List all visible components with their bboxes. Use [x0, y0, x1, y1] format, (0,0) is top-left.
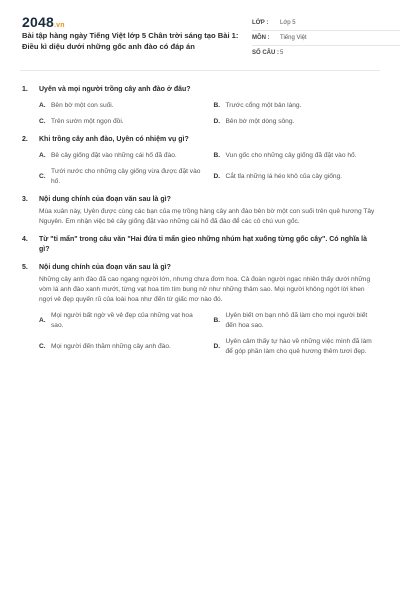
- option-a[interactable]: [39, 311, 204, 331]
- option-letter: C.: [39, 343, 46, 350]
- option-text: Mọi người bất ngờ về vẻ đẹp của những vạt hoa sao.: [51, 312, 193, 329]
- question-stem: [22, 135, 378, 145]
- question-4: [22, 235, 378, 255]
- option-d[interactable]: [214, 117, 379, 127]
- question-text: Từ "tỉ mẩn" trong câu văn "Hai đứa tỉ mẩn gieo những nhúm hạt xuống từng gốc cây". Có nghĩa là gì?: [39, 236, 367, 253]
- option-text: Bên bờ một dòng sông.: [225, 118, 295, 125]
- worksheet-title: Bài tập hàng ngày Tiếng Việt lớp 5 Chân trời sáng tạo Bài 1: Điều kì diệu dưới những gốc anh đào có đáp án: [22, 31, 239, 51]
- question-stem: [22, 263, 378, 273]
- option-text: Vun gốc cho những cây giống đã đặt vào hố.: [225, 152, 357, 159]
- option-text: Trên sườn một ngọn đồi.: [51, 118, 124, 125]
- option-letter: C.: [39, 118, 46, 125]
- option-text: Uyên cảm thấy tự hào về những việc mình đã làm để góp phần làm cho quê hương thêm tươi đẹp.: [225, 338, 372, 355]
- option-c[interactable]: [39, 337, 204, 357]
- meta-value: Tiếng Việt: [280, 35, 307, 41]
- site-logo[interactable]: [22, 14, 65, 30]
- meta-info: [252, 16, 400, 60]
- option-text: Mọi người đến thăm những cây anh đào.: [51, 343, 171, 350]
- meta-key: LỚP :: [252, 20, 269, 26]
- question-list: [18, 71, 382, 357]
- question-number: 5.: [22, 264, 28, 271]
- option-b[interactable]: [214, 311, 379, 331]
- question-number: 2.: [22, 136, 28, 143]
- option-letter: D.: [213, 118, 221, 125]
- option-text: Bê cây giống đặt vào những cái hố đã đào.: [51, 152, 177, 159]
- question-number: 3.: [22, 196, 28, 203]
- logo-suffix: .vn: [53, 22, 65, 29]
- question-text: Khi trồng cây anh đào, Uyên có nhiệm vụ gì?: [39, 136, 189, 143]
- option-letter: C.: [39, 173, 46, 180]
- option-letter: B.: [213, 152, 221, 159]
- question-number: 4.: [22, 236, 28, 243]
- meta-key: MÔN :: [252, 35, 270, 41]
- option-letter: B.: [213, 317, 221, 324]
- question-stem: [22, 85, 378, 95]
- logo-main: 2048: [22, 14, 54, 30]
- option-d[interactable]: [214, 167, 379, 187]
- question-text: Uyên và mọi người trồng cây anh đào ở đâu?: [39, 86, 191, 93]
- option-text: Trước cổng một bản làng.: [225, 102, 302, 109]
- option-list: [39, 151, 378, 187]
- meta-value: 5: [280, 50, 284, 56]
- question-text: Nội dung chính của đoạn văn sau là gì?: [39, 264, 171, 271]
- option-b[interactable]: [214, 151, 379, 161]
- option-c[interactable]: [39, 167, 204, 187]
- question-3: [22, 195, 378, 227]
- option-text: Bên bờ một con suối.: [51, 102, 114, 109]
- option-a[interactable]: [39, 101, 204, 111]
- option-letter: A.: [39, 102, 46, 109]
- question-1: [22, 85, 378, 127]
- meta-value: Lớp 5: [280, 20, 296, 26]
- meta-row-grade: [252, 16, 400, 31]
- option-c[interactable]: [39, 117, 204, 127]
- worksheet-header: [18, 0, 382, 62]
- meta-row-subject: [252, 31, 400, 46]
- option-text: Cắt tỉa những lá héo khô của cây giống.: [225, 173, 343, 180]
- option-a[interactable]: [39, 151, 204, 161]
- question-number: 1.: [22, 86, 28, 93]
- question-stem: [22, 235, 378, 255]
- option-text: Uyên biết ơn bạn nhỏ đã làm cho mọi người biết đến hoa sao.: [225, 312, 368, 329]
- option-d[interactable]: [214, 337, 379, 357]
- question-5: [22, 263, 378, 357]
- option-b[interactable]: [214, 101, 379, 111]
- question-stem: [22, 195, 378, 205]
- option-list: [39, 101, 378, 127]
- option-letter: B.: [213, 102, 221, 109]
- meta-key: SỐ CÂU :: [252, 50, 279, 56]
- question-text: Nội dung chính của đoạn văn sau là gì?: [39, 196, 171, 203]
- option-letter: D.: [213, 173, 221, 180]
- question-2: [22, 135, 378, 187]
- question-passage: Mùa xuân này, Uyên được cùng các bạn của mẹ trồng hàng cây anh đào bên bờ một con suối trên quê hương Tây Nguyên. Em nhận việc bê cây giống đặt vào những cái hố đã đào để các cô chú vun gốc.: [39, 208, 375, 225]
- option-text: Tưới nước cho những cây giống vừa được đặt vào hố.: [51, 168, 201, 185]
- option-list: [39, 311, 378, 357]
- meta-row-count: [252, 46, 400, 60]
- option-letter: A.: [39, 152, 46, 159]
- question-passage: Những cây anh đào đã cao ngang người lớn, nhưng chưa đơm hoa. Cả đoàn người ngạc nhiên thấy dưới những vòm lá anh đào xanh mướt, từng vạt hoa tím tím bung nở như những thảm sao. Mọi người không ngớt lời khen ngợi vẻ đẹp quyến rũ của loài hoa như đến từ giấc mơ nào đó.: [39, 276, 371, 303]
- option-letter: A.: [39, 317, 46, 324]
- option-letter: D.: [213, 343, 221, 350]
